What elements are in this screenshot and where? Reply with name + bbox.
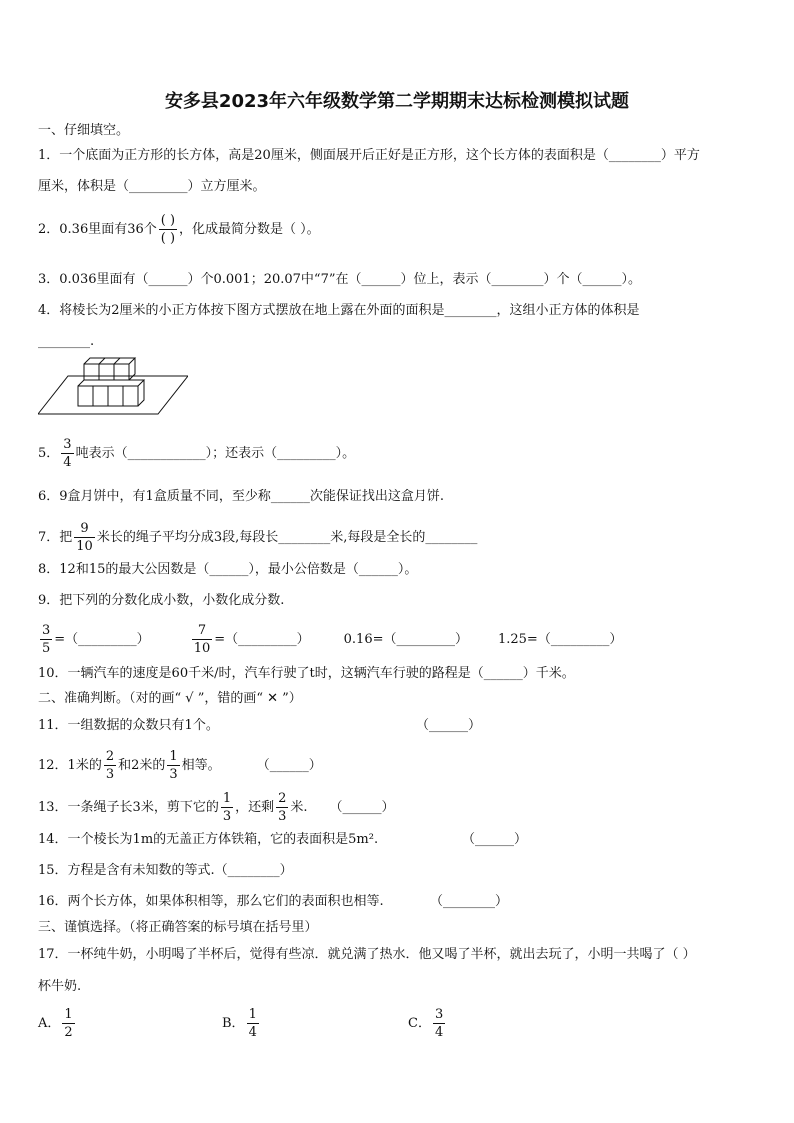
question-3: 3．0.036里面有（______）个0.001；20.07中“7”在（______）位上，表示（________）个（______）。 [38, 272, 641, 287]
question-9-items: $\frac{3}{5}$ =（_________） $\frac{7}{10}$ =（_________） 0.16=（_________） 1.25=（_________） [42, 623, 623, 656]
cube-arrangement-figure [38, 352, 188, 418]
question-9-fraction-1: $\frac{3}{5}$ [42, 623, 51, 656]
question-9-item-4: 1.25=（_________） [497, 632, 623, 647]
question-16-answer-blank: （________） [430, 894, 509, 909]
question-17-line-1: 17．一杯纯牛奶，小明喝了半杯后，觉得有些凉．就兑满了热水．他又喝了半杯，就出去玩了，小明一共喝了（ ） [38, 947, 696, 962]
option-c: C． $\frac{3}{4}$ [408, 1007, 444, 1040]
question-7-fraction: $\frac{9}{10}$ [76, 521, 93, 554]
question-10: 10．一辆汽车的速度是60千米/时，汽车行驶了t时，这辆汽车行驶的路程是（______）千米。 [38, 666, 575, 681]
question-9-fraction-2: $\frac{7}{10}$ [193, 623, 211, 656]
option-b: B． $\frac{1}{4}$ [222, 1007, 257, 1040]
section-heading-choose: 三、谨慎选择。（将正确答案的标号填在括号里） [38, 920, 318, 935]
question-5-fraction: $\frac{3}{4}$ [63, 437, 72, 470]
question-6: 6．9盒月饼中，有1盒质量不同，至少称______次能保证找出这盒月饼. [38, 489, 444, 504]
question-11-answer-blank: （______） [416, 718, 482, 733]
question-9-item-3: 0.16=（_________） [343, 632, 468, 647]
question-11: 11．一组数据的众数只有1个。 [38, 718, 219, 733]
question-2-text-after: ，化成最简分数是（ ）。 [179, 222, 320, 237]
option-a: A． $\frac{1}{2}$ [38, 1007, 73, 1040]
section-heading-fill-in: 一、仔细填空。 [38, 123, 130, 138]
question-7: 7．把 $\frac{9}{10}$ 米长的绳子平均分成3段,每段长________米,每段是全长的________ [38, 521, 478, 554]
question-13-answer-blank: （______） [329, 800, 395, 815]
question-1-line-1: 1．一个底面为正方形的长方体，高是20厘米，侧面展开后正好是正方形，这个长方体的表面积是（________）平方 [38, 148, 700, 163]
section-heading-judge: 二、准确判断。（对的画“ √ ”，错的画“ ✕ ”） [38, 691, 302, 706]
question-4-line-1: 4．将棱长为2厘米的小正方体按下图方式摆放在地上露在外面的面积是________，这组小正方体的体积是 [38, 303, 640, 318]
question-12-answer-blank: （______） [256, 758, 322, 773]
question-1-line-2: 厘米，体积是（_________）立方厘米。 [38, 179, 266, 194]
question-12: 12．1米的 $\frac{2}{3}$ 和2米的 $\frac{1}{3}$ 相等。 （______） [38, 749, 322, 782]
question-2 [38, 214, 320, 245]
question-2-blank-fraction: $\frac{( )}{( )}$ [160, 213, 176, 246]
question-9: 9．把下列的分数化成小数，小数化成分数. [38, 593, 285, 608]
question-14: 14．一个棱长为1m的无盖正方体铁箱，它的表面积是5m². [38, 832, 379, 847]
question-2-text: 2．0.36里面有36个 [38, 222, 157, 237]
question-14-answer-blank: （______） [462, 832, 528, 847]
question-4-line-2: ________. [38, 334, 95, 349]
question-15: 15．方程是含有未知数的等式.（________） [38, 863, 293, 878]
question-5: 5． $\frac{3}{4}$ 吨表示（____________）；还表示（_________）。 [38, 437, 356, 470]
question-17-line-2: 杯牛奶. [38, 979, 82, 994]
question-8: 8．12和15的最大公因数是（______），最小公倍数是（______）。 [38, 562, 418, 577]
question-16: 16．两个长方体，如果体积相等，那么它们的表面积也相等. [38, 894, 384, 909]
question-13: 13．一条绳子长3米，剪下它的 $\frac{1}{3}$ ，还剩 $\frac{2}{3}$ 米. （______） [38, 791, 395, 824]
page-title: 安多县2023年六年级数学第二学期期末达标检测模拟试题 [164, 91, 630, 112]
